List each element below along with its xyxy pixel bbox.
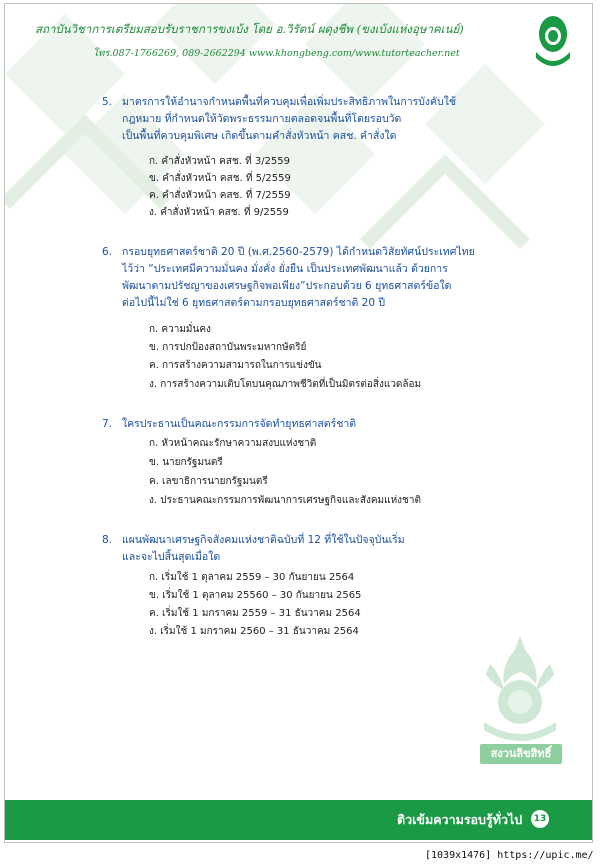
question-7 — [102, 416, 505, 433]
option-5d[interactable]: ง. คำสั่งหัวหน้า คสช. ที่ 9/2559 — [149, 207, 289, 218]
header-institute-line: สถาบันวิชาการเตรียมสอบรับราชการขงเบ้ง โดย อ.วิรัตน์ ผดุงชีพ (ขงเบ้งแห่งอุษาคเนย์) — [35, 22, 464, 36]
option-6c[interactable]: ค. การสร้างความสามารถในการแข่งขัน — [149, 360, 322, 371]
option-5a[interactable]: ก. คำสั่งหัวหน้า คสช. ที่ 3/2559 — [149, 156, 291, 167]
option-6b[interactable]: ข. การปกป้องสถาบันพระมหากษัตริย์ — [149, 342, 307, 353]
question-text — [122, 532, 505, 566]
page-number: 13 — [531, 810, 549, 828]
header-contact-line: โทร.087-1766269, 089-2662294 www.khongbeng.com/www.tutorteacher.net — [93, 48, 460, 59]
copyright-badge: สงวนลิขสิทธิ์ — [480, 744, 562, 764]
question-line: และจะไปสิ้นสุดเมื่อใด — [122, 551, 221, 563]
option-8c[interactable]: ค. เริ่มใช้ 1 มกราคม 2559 – 31 ธันวาคม 2564 — [149, 608, 361, 619]
question-5 — [102, 94, 505, 145]
option-8d[interactable]: ง. เริ่มใช้ 1 มกราคม 2560 – 31 ธันวาคม 2564 — [149, 626, 359, 637]
question-line: กรอบยุทธศาสตร์ชาติ 20 ปี (พ.ศ.2560-2579) ได้กำหนดวิสัยทัศน์ประเทศไทย — [122, 246, 475, 258]
question-line: แผนพัฒนาเศรษฐกิจสังคมแห่งชาติฉบับที่ 12 ที่ใช้ในปัจจุบันเริ่ม — [122, 534, 405, 546]
option-8a[interactable]: ก. เริ่มใช้ 1 ตุลาคม 2559 – 30 กันยายน 2564 — [149, 572, 355, 583]
question-text — [122, 244, 505, 312]
option-7a[interactable]: ก. หัวหน้าคณะรักษาความสงบแห่งชาติ — [149, 438, 317, 449]
option-5c[interactable]: ค. คำสั่งหัวหน้า คสช. ที่ 7/2559 — [149, 190, 291, 201]
source-watermark: [1039x1476] https://upic.me/ — [425, 850, 594, 861]
watermark-logo-icon — [470, 634, 570, 744]
question-number: 8. — [102, 534, 113, 546]
option-8b[interactable]: ข. เริ่มใช้ 1 ตุลาคม 25560 – 30 กันยายน 2565 — [149, 590, 362, 601]
option-5b[interactable]: ข. คำสั่งหัวหน้า คสช. ที่ 5/2559 — [149, 173, 291, 184]
footer-bar — [5, 800, 592, 840]
question-text — [122, 94, 505, 145]
footer-title: ติวเข้มความรอบรู้ทั่วไป — [397, 812, 523, 827]
page — [4, 3, 593, 843]
option-6a[interactable]: ก. ความมั่นคง — [149, 324, 211, 335]
question-number: 7. — [102, 418, 113, 430]
question-line: เป็นพื้นที่ควบคุมพิเศษ เกิดขึ้นตามคำสั่งหัวหน้า คสช. คำสั่งใด — [122, 130, 397, 142]
option-6d[interactable]: ง. การสร้างความเติบโตบนคุณภาพชีวิตที่เป็นมิตรต่อสิ่งแวดล้อม — [149, 379, 422, 390]
question-text — [122, 416, 505, 433]
question-line: กฎหมาย ที่กำหนดให้วัดพระธรรมกายตลอดจนพื้นที่โดยรอบวัด — [122, 113, 402, 125]
option-7b[interactable]: ข. นายกรัฐมนตรี — [149, 457, 223, 468]
question-line: ไว้ว่า “ประเทศมีความมั่นคง มั่งคั่ง ยั่งยืน เป็นประเทศพัฒนาแล้ว ด้วยการ — [122, 263, 448, 275]
question-line: มาตรการให้อำนาจกำหนดพื้นที่ควบคุมเพื่อเพิ่มประสิทธิภาพในการบังคับใช้ — [122, 96, 456, 108]
question-line: ต่อไปนี้ไม่ใช่ 6 ยุทธศาสตร์ตามกรอบยุทธศาสตร์ชาติ 20 ปี — [122, 297, 386, 309]
institute-logo-icon — [528, 12, 578, 70]
question-6 — [102, 244, 505, 312]
question-line: ใครประธานเป็นคณะกรรมการจัดทำยุทธศาสตร์ชาติ — [122, 418, 357, 430]
question-number: 5. — [102, 96, 113, 108]
question-number: 6. — [102, 246, 113, 258]
option-7c[interactable]: ค. เลขาธิการนายกรัฐมนตรี — [149, 476, 268, 487]
question-8 — [102, 532, 505, 566]
option-7d[interactable]: ง. ประธานคณะกรรมการพัฒนาการเศรษฐกิจและสังคมแห่งชาติ — [149, 495, 421, 506]
question-line: พัฒนาตามปรัชญาของเศรษฐกิจพอเพียง”ประกอบด้วย 6 ยุทธศาสตร์ข้อใด — [122, 280, 452, 292]
